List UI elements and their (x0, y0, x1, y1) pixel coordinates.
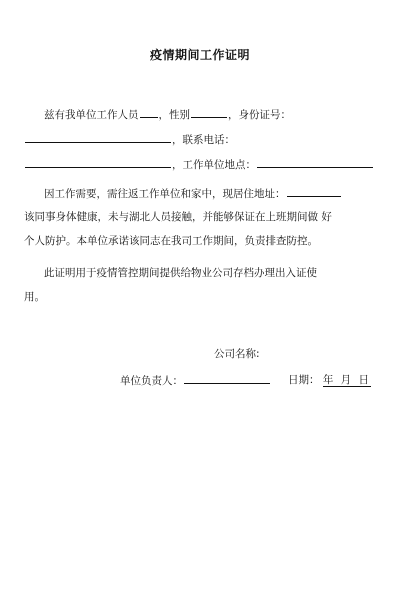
person-label: 单位负责人： (120, 375, 183, 387)
signature-line (120, 373, 271, 388)
para1-line2 (24, 132, 235, 147)
date-value[interactable]: 年 月 日 (322, 374, 372, 386)
para1-line1 (44, 107, 291, 122)
phone-blank[interactable] (25, 157, 171, 168)
para1-line3 (24, 157, 374, 172)
gender-blank[interactable] (191, 107, 227, 118)
para3-line2: 用。 (24, 291, 45, 303)
person-blank[interactable] (184, 373, 270, 384)
para3-line1: 此证明用于疫情管控期间提供给物业公司存档办理出入证使 (44, 267, 317, 279)
phone-label: ，联系电话： (172, 134, 235, 146)
para2-line1 (44, 186, 342, 201)
name-blank[interactable] (140, 107, 158, 118)
company-name-label: 公司名称: (214, 348, 260, 360)
document-title: 疫情期间工作证明 (149, 48, 250, 62)
address-label: ，工作单位地点： (172, 159, 256, 171)
para2-text1: 因工作需要，需往返工作单位和家中，现居住地址： (44, 188, 286, 200)
date-label: 日期： (288, 374, 320, 386)
intro-text: 兹有我单位工作人员 (44, 109, 139, 121)
home-address-blank[interactable] (287, 186, 341, 197)
id-number-blank[interactable] (25, 132, 171, 143)
date-line (288, 373, 371, 387)
id-label: ，身份证号： (228, 109, 291, 121)
gender-label: ，性别 (158, 109, 190, 121)
para2-line2: 该同事身体健康，未与湖北人员接触，并能够保证在上班期间做 好 (24, 211, 332, 223)
para2-line3: 个人防护。本单位承诺该同志在我司工作期间，负责排查防控。 (24, 235, 318, 247)
work-address-blank[interactable] (257, 157, 373, 168)
